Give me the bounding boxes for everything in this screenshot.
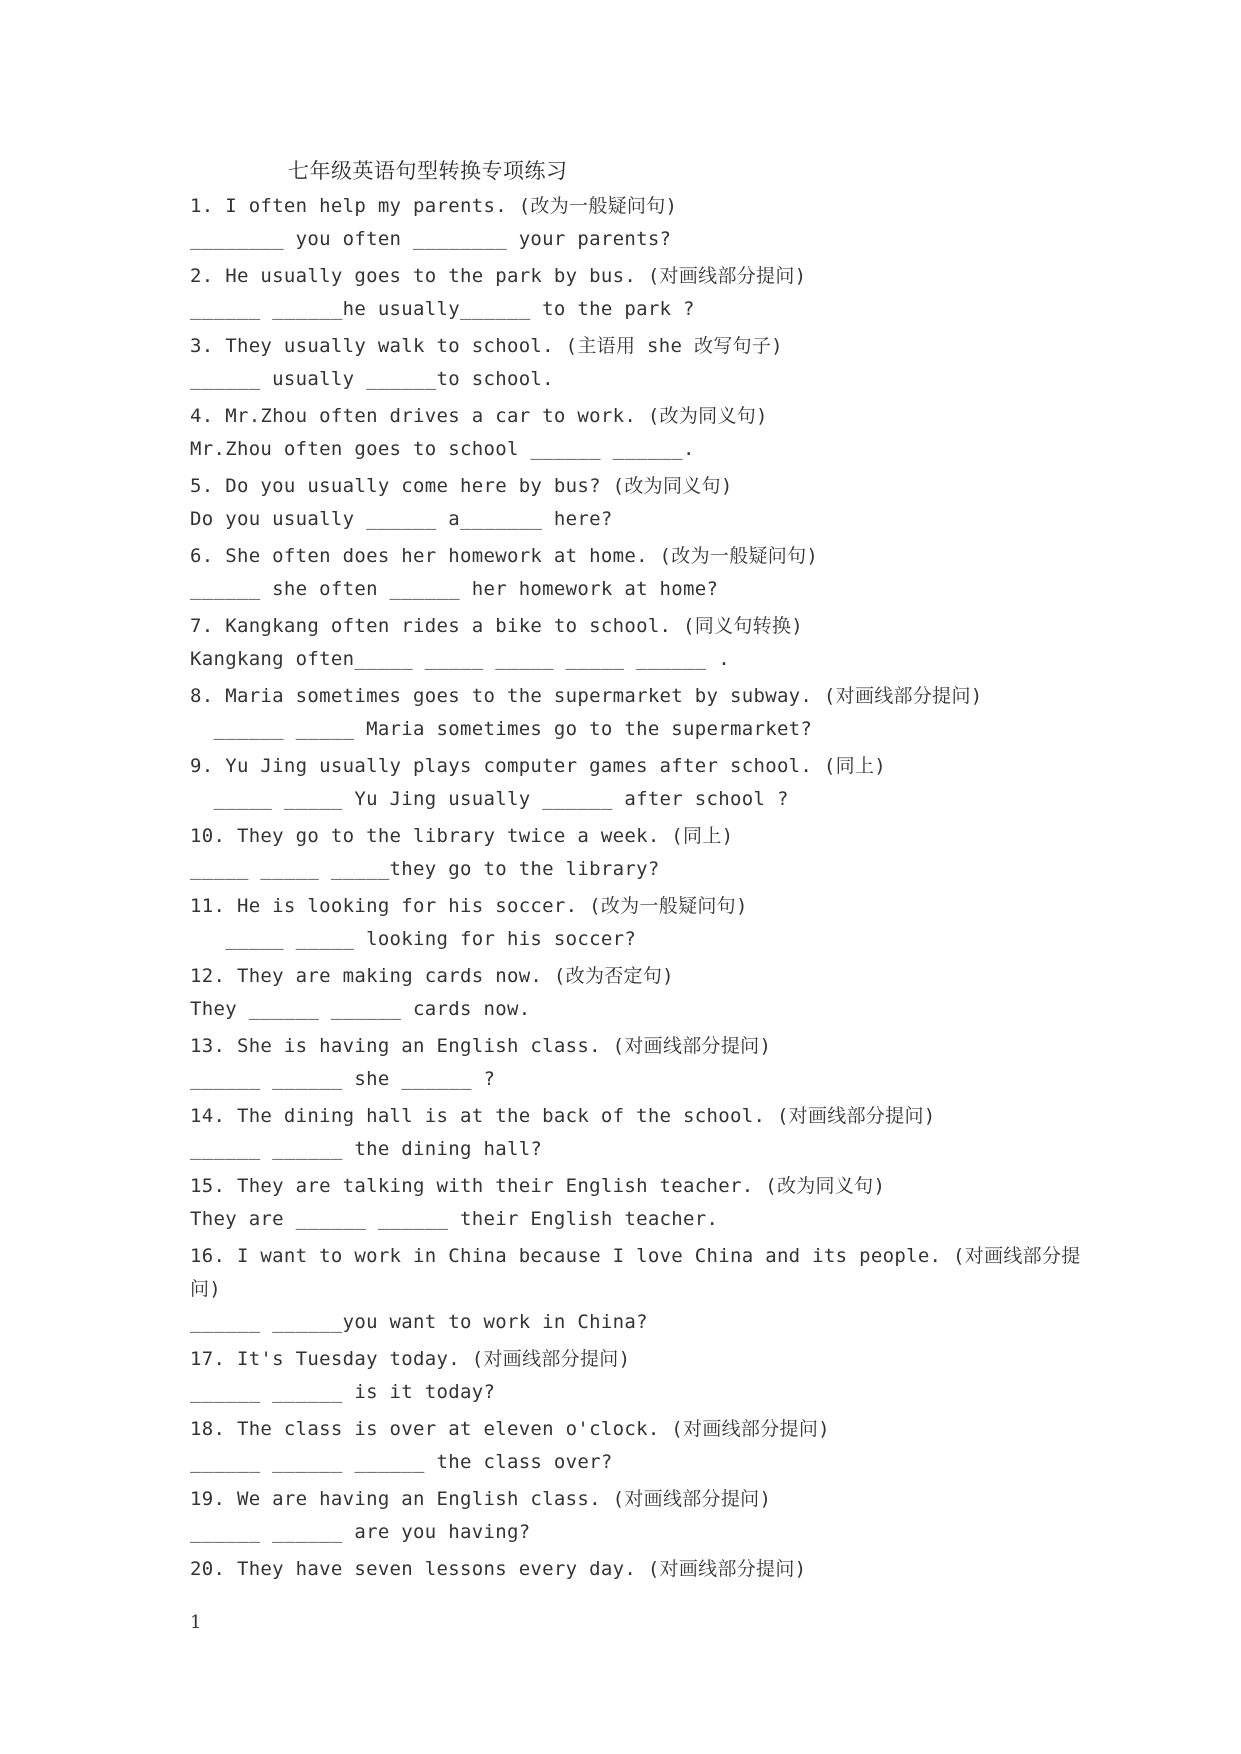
exercise-answer: ______ she often ______ her homework at home? xyxy=(190,578,719,600)
exercise-item xyxy=(190,1030,1090,1096)
exercise-item xyxy=(190,1483,1090,1549)
exercise-prompt: 6. She often does her homework at home. (改为一般疑问句) xyxy=(190,545,819,567)
exercise-item xyxy=(190,400,1090,466)
exercise-answer: Do you usually ______ a_______ here? xyxy=(190,508,613,530)
exercise-answer: ______ ______ she ______ ? xyxy=(190,1068,496,1090)
exercise-answer: ______ ______ the dining hall? xyxy=(190,1138,543,1160)
exercise-item xyxy=(190,190,1090,256)
exercise-item xyxy=(190,680,1090,746)
exercise-answer: Kangkang often_____ _____ _____ _____ ______ . xyxy=(190,648,730,670)
exercise-item xyxy=(190,540,1090,606)
exercise-prompt: 2. He usually goes to the park by bus. (对画线部分提问) xyxy=(190,265,807,287)
exercise-prompt: 5. Do you usually come here by bus? (改为同义句) xyxy=(190,475,733,497)
exercise-prompt: 10. They go to the library twice a week. (同上) xyxy=(190,825,734,847)
exercise-item xyxy=(190,890,1090,956)
exercise-answer: _____ _____ Yu Jing usually ______ after school ? xyxy=(190,788,789,810)
exercise-prompt: 13. She is having an English class. (对画线部分提问) xyxy=(190,1035,772,1057)
exercise-prompt: 19. We are having an English class. (对画线部分提问) xyxy=(190,1488,772,1510)
exercise-prompt: 12. They are making cards now. (改为否定句) xyxy=(190,965,674,987)
page-number: 1 xyxy=(190,1612,202,1633)
exercise-prompt: 17. It's Tuesday today. (对画线部分提问) xyxy=(190,1348,631,1370)
exercise-answer: They are ______ ______ their English teacher. xyxy=(190,1208,719,1230)
exercise-answer: ______ ______you want to work in China? xyxy=(190,1311,648,1333)
exercise-item xyxy=(190,260,1090,326)
exercise-item xyxy=(190,1413,1090,1479)
exercise-prompt: 1. I often help my parents. (改为一般疑问句) xyxy=(190,195,678,217)
exercise-prompt: 9. Yu Jing usually plays computer games after school. (同上) xyxy=(190,755,886,777)
exercise-item xyxy=(190,960,1090,1026)
exercise-answer: _____ _____ looking for his soccer? xyxy=(190,928,637,950)
page-title: 七年级英语句型转换专项练习 xyxy=(288,159,568,183)
exercise-prompt: 18. The class is over at eleven o'clock. (对画线部分提问) xyxy=(190,1418,830,1440)
exercise-answer: ______ ______ ______ the class over? xyxy=(190,1451,613,1473)
exercise-answer: ______ ______ are you having? xyxy=(190,1521,531,1543)
exercise-answer: They ______ ______ cards now. xyxy=(190,998,531,1020)
exercise-prompt: 16. I want to work in China because I love China and its people. (对画线部分提问) xyxy=(190,1245,1081,1300)
exercise-answer: ______ usually ______to school. xyxy=(190,368,554,390)
exercise-prompt: 11. He is looking for his soccer. (改为一般疑问句) xyxy=(190,895,748,917)
exercise-prompt: 20. They have seven lessons every day. (对画线部分提问) xyxy=(190,1558,807,1580)
exercise-answer: ______ ______ is it today? xyxy=(190,1381,496,1403)
exercise-item xyxy=(190,1170,1090,1236)
exercise-prompt: 7. Kangkang often rides a bike to school. (同义句转换) xyxy=(190,615,804,637)
exercise-answer: ________ you often ________ your parents? xyxy=(190,228,672,250)
exercise-item xyxy=(190,330,1090,396)
exercise-prompt: 8. Maria sometimes goes to the supermarket by subway. (对画线部分提问) xyxy=(190,685,983,707)
exercise-item xyxy=(190,1343,1090,1409)
exercise-item xyxy=(190,1100,1090,1166)
exercise-prompt: 4. Mr.Zhou often drives a car to work. (改为同义句) xyxy=(190,405,768,427)
exercise-prompt: 15. They are talking with their English teacher. (改为同义句) xyxy=(190,1175,886,1197)
exercise-item xyxy=(190,610,1090,676)
exercise-item xyxy=(190,820,1090,886)
exercise-item xyxy=(190,1553,1090,1586)
exercise-answer: ______ _____ Maria sometimes go to the supermarket? xyxy=(190,718,813,740)
exercise-item xyxy=(190,1240,1090,1339)
exercise-answer: Mr.Zhou often goes to school ______ ______. xyxy=(190,438,695,460)
exercise-list xyxy=(190,190,1090,1590)
exercise-prompt: 14. The dining hall is at the back of the school. (对画线部分提问) xyxy=(190,1105,936,1127)
exercise-item xyxy=(190,750,1090,816)
exercise-answer: _____ _____ _____they go to the library? xyxy=(190,858,660,880)
exercise-answer: ______ ______he usually______ to the park ? xyxy=(190,298,695,320)
exercise-prompt: 3. They usually walk to school. (主语用 she 改写句子) xyxy=(190,335,783,357)
exercise-item xyxy=(190,470,1090,536)
